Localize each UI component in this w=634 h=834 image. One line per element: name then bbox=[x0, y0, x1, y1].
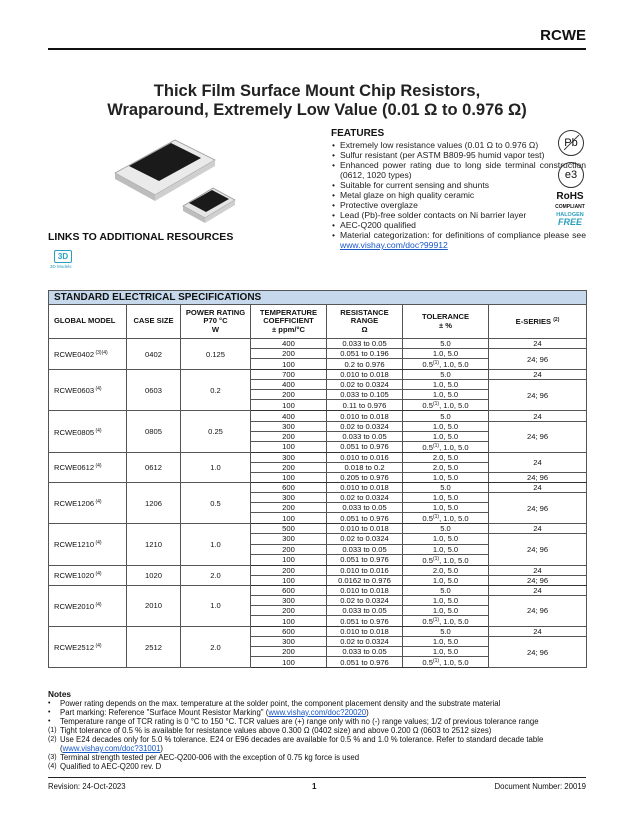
tcr-cell: 200 bbox=[251, 503, 327, 513]
tcr-cell: 500 bbox=[251, 524, 327, 534]
links-heading: LINKS TO ADDITIONAL RESOURCES bbox=[48, 231, 234, 243]
power-cell: 0.2 bbox=[181, 370, 251, 411]
tolerance-cell: 0.5$^{(1)}$, 1.0, 5.0 bbox=[403, 657, 489, 668]
feature-item: • Lead (Pb)-free solder contacts on Ni barrier layer bbox=[331, 210, 586, 220]
header-tolerance bbox=[403, 305, 489, 339]
part-code: RCWE bbox=[540, 27, 586, 44]
eseries-cell: 24 bbox=[489, 339, 587, 349]
eseries-cell: 24; 96 bbox=[489, 493, 587, 524]
model-cell bbox=[49, 483, 127, 524]
tcr-cell: 200 bbox=[251, 349, 327, 359]
model-cell bbox=[49, 339, 127, 370]
model-name: RCWE1206 bbox=[54, 499, 95, 509]
model-note: (4) bbox=[94, 571, 102, 578]
note-text: Part marking: Reference "Surface Mount Resistor Marking" ( bbox=[60, 708, 269, 717]
table-row bbox=[49, 370, 587, 380]
eseries-cell: 24; 96 bbox=[489, 637, 587, 668]
model-note: (4) bbox=[94, 540, 102, 547]
tolerance-cell: 0.5$^{(1)}$, 1.0, 5.0 bbox=[403, 513, 489, 524]
model-cell bbox=[49, 524, 127, 565]
model-note: (4) bbox=[94, 427, 102, 434]
header-rule bbox=[48, 48, 586, 50]
model-note: (4) bbox=[94, 643, 102, 650]
range-cell: 0.02 to 0.0324 bbox=[327, 421, 403, 431]
range-cell: 0.051 to 0.196 bbox=[327, 349, 403, 359]
tolerance-cell: 1.0, 5.0 bbox=[403, 349, 489, 359]
tcr-cell: 300 bbox=[251, 534, 327, 544]
note-text: Use E24 decades only for 5.0 % tolerance. E24 or E96 decades are available for 0.5 % and 1.0 % tolerance. Refer to standard decade table ( bbox=[60, 735, 544, 753]
model-name: RCWE1210 bbox=[54, 540, 95, 550]
feature-item: • Metal glaze on high quality ceramic bbox=[331, 190, 586, 200]
feature-item: • Suitable for current sensing and shunts bbox=[331, 180, 586, 190]
model-cell bbox=[49, 370, 127, 411]
note-item bbox=[48, 717, 588, 726]
table-row bbox=[49, 411, 587, 421]
tcr-cell: 700 bbox=[251, 370, 327, 380]
e3-icon: e3 bbox=[558, 162, 584, 188]
header-model: GLOBAL MODEL bbox=[49, 305, 127, 339]
tcr-cell: 300 bbox=[251, 452, 327, 462]
footer-page-number: 1 bbox=[312, 782, 317, 791]
eseries-cell: 24 bbox=[489, 452, 587, 472]
note-marker: (2) bbox=[48, 736, 57, 743]
range-cell: 0.033 to 0.05 bbox=[327, 503, 403, 513]
range-cell: 0.010 to 0.018 bbox=[327, 524, 403, 534]
note-marker: (4) bbox=[48, 763, 57, 770]
tcr-cell: 100 bbox=[251, 513, 327, 524]
range-cell: 0.010 to 0.018 bbox=[327, 483, 403, 493]
tolerance-cell: 1.0, 5.0 bbox=[403, 595, 489, 605]
tolerance-cell: 5.0 bbox=[403, 411, 489, 421]
range-cell: 0.010 to 0.018 bbox=[327, 585, 403, 595]
note-marker: (3) bbox=[48, 754, 57, 761]
material-text: Material categorization: for definitions of compliance please see bbox=[340, 230, 586, 240]
tcr-cell: 200 bbox=[251, 565, 327, 575]
note-item: (2) Use E24 decades only for 5.0 % tolerance. E24 or E96 decades are available for 0.5 % and 1.0 % tolerance. Refer to standard decade table (www.vishay.com/doc?31001) bbox=[48, 735, 544, 753]
tolerance-cell: 1.0, 5.0 bbox=[403, 472, 489, 482]
tcr-cell: 400 bbox=[251, 339, 327, 349]
model-note: (4) bbox=[94, 463, 102, 470]
note-marker: • bbox=[48, 709, 51, 716]
range-cell: 0.010 to 0.018 bbox=[327, 370, 403, 380]
power-cell: 1.0 bbox=[181, 452, 251, 482]
power-cell: 0.125 bbox=[181, 339, 251, 370]
halogen-free-badge bbox=[550, 212, 590, 227]
table-row bbox=[49, 452, 587, 462]
tolerance-cell: 5.0 bbox=[403, 524, 489, 534]
rohs-badge bbox=[550, 192, 590, 212]
note-text: Tight tolerance of 0.5 % is available for resistance values above 0.300 Ω (0402 size) and above 0.200 Ω (0603 to 2512 sizes) bbox=[60, 726, 492, 735]
tolerance-cell: 1.0, 5.0 bbox=[403, 380, 489, 390]
range-cell: 0.033 to 0.105 bbox=[327, 390, 403, 400]
model-cell bbox=[49, 452, 127, 482]
tcr-cell: 200 bbox=[251, 462, 327, 472]
range-cell: 0.033 to 0.05 bbox=[327, 544, 403, 554]
tolerance-cell: 1.0, 5.0 bbox=[403, 421, 489, 431]
range-cell: 0.02 to 0.0324 bbox=[327, 534, 403, 544]
rohs-label: RoHS bbox=[556, 191, 584, 202]
header-tcr bbox=[251, 305, 327, 339]
case-cell: 1020 bbox=[127, 565, 181, 585]
header-eseries bbox=[489, 305, 587, 339]
header-power-label: POWER RATING bbox=[185, 307, 246, 317]
model-name: RCWE0402 bbox=[54, 350, 95, 360]
table-row bbox=[49, 565, 587, 575]
note-text: Qualified to AEC-Q200 rev. D bbox=[60, 762, 162, 771]
feature-item: • Extremely low resistance values (0.01 Ω to 0.976 Ω) bbox=[331, 140, 586, 150]
feature-item-material bbox=[331, 230, 586, 250]
eseries-cell: 24; 96 bbox=[489, 380, 587, 411]
tolerance-cell: 1.0, 5.0 bbox=[403, 390, 489, 400]
tcr-cell: 300 bbox=[251, 493, 327, 503]
model-name: RCWE0805 bbox=[54, 427, 95, 437]
tolerance-cell: 1.0, 5.0 bbox=[403, 605, 489, 615]
eseries-cell: 24; 96 bbox=[489, 575, 587, 585]
feature-item: • AEC-Q200 qualified bbox=[331, 220, 586, 230]
tolerance-cell: 0.5$^{(1)}$, 1.0, 5.0 bbox=[403, 441, 489, 452]
tolerance-cell: 0.5$^{(1)}$, 1.0, 5.0 bbox=[403, 554, 489, 565]
model-cell bbox=[49, 585, 127, 626]
model-note: (3)(4) bbox=[94, 350, 108, 357]
tcr-cell: 400 bbox=[251, 411, 327, 421]
range-cell: 0.051 to 0.976 bbox=[327, 441, 403, 452]
model-name: RCWE2512 bbox=[54, 643, 95, 653]
tcr-cell: 100 bbox=[251, 359, 327, 370]
material-link[interactable]: www.vishay.com/doc?99912 bbox=[340, 240, 448, 250]
notes-section bbox=[48, 690, 588, 771]
header-tcr-unit: ± ppm/°C bbox=[272, 324, 305, 334]
3d-model-label[interactable]: 3D Models bbox=[50, 264, 72, 269]
note-marker: • bbox=[48, 700, 51, 707]
tolerance-cell: 5.0 bbox=[403, 585, 489, 595]
tolerance-cell: 0.5$^{(1)}$, 1.0, 5.0 bbox=[403, 616, 489, 627]
case-cell: 1206 bbox=[127, 483, 181, 524]
range-cell: 0.02 to 0.0324 bbox=[327, 493, 403, 503]
range-cell: 0.051 to 0.976 bbox=[327, 554, 403, 565]
range-cell: 0.010 to 0.016 bbox=[327, 452, 403, 462]
header-eseries-label: E-SERIES bbox=[515, 317, 552, 327]
tolerance-cell: 5.0 bbox=[403, 339, 489, 349]
pb-label: Pb bbox=[564, 137, 578, 149]
range-cell: 0.033 to 0.05 bbox=[327, 431, 403, 441]
power-cell: 1.0 bbox=[181, 585, 251, 626]
note-item bbox=[48, 699, 588, 708]
range-cell: 0.051 to 0.976 bbox=[327, 616, 403, 627]
tolerance-cell: 0.5$^{(1)}$, 1.0, 5.0 bbox=[403, 359, 489, 370]
power-cell: 1.0 bbox=[181, 524, 251, 565]
range-cell: 0.051 to 0.976 bbox=[327, 657, 403, 668]
tcr-cell: 100 bbox=[251, 441, 327, 452]
tolerance-cell: 1.0, 5.0 bbox=[403, 575, 489, 585]
case-cell: 2010 bbox=[127, 585, 181, 626]
header-tcr-label: TEMPERATURE COEFFICIENT bbox=[259, 307, 318, 326]
range-cell: 0.205 to 0.976 bbox=[327, 472, 403, 482]
model-name: RCWE1020 bbox=[54, 571, 95, 581]
case-cell: 2512 bbox=[127, 627, 181, 668]
range-cell: 0.010 to 0.018 bbox=[327, 411, 403, 421]
tolerance-cell: 1.0, 5.0 bbox=[403, 493, 489, 503]
document-title bbox=[48, 82, 586, 120]
tcr-cell: 100 bbox=[251, 657, 327, 668]
feature-item: • Protective overglaze bbox=[331, 200, 586, 210]
spec-table-wrapper bbox=[48, 290, 586, 668]
range-cell: 0.02 to 0.0324 bbox=[327, 637, 403, 647]
header-power bbox=[181, 305, 251, 339]
tolerance-cell: 2.0, 5.0 bbox=[403, 565, 489, 575]
range-cell: 0.11 to 0.976 bbox=[327, 400, 403, 411]
power-cell: 2.0 bbox=[181, 627, 251, 668]
table-caption: STANDARD ELECTRICAL SPECIFICATIONS bbox=[49, 291, 587, 305]
model-name: RCWE2010 bbox=[54, 601, 95, 611]
table-row bbox=[49, 627, 587, 637]
eseries-cell: 24 bbox=[489, 370, 587, 380]
table-row bbox=[49, 524, 587, 534]
header-power-unit: W bbox=[211, 324, 220, 334]
tcr-cell: 100 bbox=[251, 616, 327, 627]
table-row bbox=[49, 339, 587, 349]
tolerance-cell: 2.0, 5.0 bbox=[403, 452, 489, 462]
header-tol-unit: ± % bbox=[438, 320, 453, 330]
header-tol-label: TOLERANCE bbox=[421, 312, 470, 321]
header-range-unit: Ω bbox=[361, 324, 368, 334]
model-note: (4) bbox=[94, 601, 102, 608]
note-item bbox=[48, 762, 588, 771]
tolerance-cell: 1.0, 5.0 bbox=[403, 503, 489, 513]
header-eseries-note: (2) bbox=[553, 317, 560, 324]
eseries-cell: 24; 96 bbox=[489, 421, 587, 452]
halogen-label: HALOGEN bbox=[556, 212, 584, 218]
tolerance-cell: 5.0 bbox=[403, 483, 489, 493]
note-link[interactable]: www.vishay.com/doc?20020 bbox=[268, 708, 367, 717]
tcr-cell: 100 bbox=[251, 400, 327, 411]
eseries-cell: 24; 96 bbox=[489, 595, 587, 626]
header-power-symbol: P70 °C bbox=[203, 316, 228, 326]
eseries-cell: 24 bbox=[489, 565, 587, 575]
tolerance-cell: 0.5$^{(1)}$, 1.0, 5.0 bbox=[403, 400, 489, 411]
eseries-cell: 24; 96 bbox=[489, 534, 587, 565]
range-cell: 0.2 to 0.976 bbox=[327, 359, 403, 370]
note-item: • Part marking: Reference "Surface Mount Resistor Marking" (www.vishay.com/doc?20020) bbox=[48, 708, 369, 717]
model-cell bbox=[49, 627, 127, 668]
tolerance-cell: 1.0, 5.0 bbox=[403, 637, 489, 647]
note-item bbox=[48, 726, 588, 735]
note-text: Power rating depends on the max. temperature at the solder point, the component placement density and the substrate material bbox=[60, 699, 501, 708]
tcr-cell: 600 bbox=[251, 483, 327, 493]
features-heading: FEATURES bbox=[331, 128, 385, 139]
notes-list bbox=[48, 699, 588, 771]
note-link[interactable]: www.vishay.com/doc?31001 bbox=[62, 744, 161, 753]
tcr-cell: 200 bbox=[251, 544, 327, 554]
tcr-cell: 400 bbox=[251, 380, 327, 390]
tolerance-cell: 1.0, 5.0 bbox=[403, 647, 489, 657]
tolerance-cell: 2.0, 5.0 bbox=[403, 462, 489, 472]
tcr-cell: 200 bbox=[251, 605, 327, 615]
tcr-cell: 600 bbox=[251, 627, 327, 637]
tcr-cell: 200 bbox=[251, 431, 327, 441]
note-marker: • bbox=[48, 718, 51, 725]
tcr-cell: 100 bbox=[251, 575, 327, 585]
tolerance-cell: 5.0 bbox=[403, 627, 489, 637]
feature-item: • Enhanced power rating due to long side terminal construction (0612, 1020 types) bbox=[331, 160, 586, 180]
feature-item: • Sulfur resistant (per ASTM B809-95 humid vapor test) bbox=[331, 150, 586, 160]
power-cell: 0.25 bbox=[181, 411, 251, 452]
eseries-cell: 24 bbox=[489, 627, 587, 637]
tcr-cell: 200 bbox=[251, 390, 327, 400]
tolerance-cell: 5.0 bbox=[403, 370, 489, 380]
header-range-label: RESISTANCE RANGE bbox=[340, 307, 389, 326]
range-cell: 0.010 to 0.018 bbox=[327, 627, 403, 637]
footer-rule bbox=[48, 777, 586, 778]
range-cell: 0.02 to 0.0324 bbox=[327, 380, 403, 390]
note-text: Terminal strength tested per AEC-Q200-006 with the exception of 0.75 kg force is used bbox=[60, 753, 360, 762]
header-range bbox=[327, 305, 403, 339]
case-cell: 0603 bbox=[127, 370, 181, 411]
spec-table bbox=[48, 290, 587, 668]
model-note: (4) bbox=[94, 499, 102, 506]
note-item bbox=[48, 753, 588, 762]
eseries-cell: 24; 96 bbox=[489, 472, 587, 482]
eseries-cell: 24 bbox=[489, 585, 587, 595]
model-cell bbox=[49, 411, 127, 452]
range-cell: 0.033 to 0.05 bbox=[327, 647, 403, 657]
range-cell: 0.018 to 0.2 bbox=[327, 462, 403, 472]
tcr-cell: 600 bbox=[251, 585, 327, 595]
eseries-cell: 24 bbox=[489, 524, 587, 534]
range-cell: 0.033 to 0.05 bbox=[327, 605, 403, 615]
header-case: CASE SIZE bbox=[127, 305, 181, 339]
range-cell: 0.033 to 0.05 bbox=[327, 339, 403, 349]
model-name: RCWE0603 bbox=[54, 386, 95, 396]
case-cell: 1210 bbox=[127, 524, 181, 565]
tcr-cell: 200 bbox=[251, 647, 327, 657]
table-row bbox=[49, 585, 587, 595]
3d-model-icon[interactable]: 3D bbox=[54, 250, 72, 263]
eseries-cell: 24; 96 bbox=[489, 349, 587, 370]
eseries-cell: 24 bbox=[489, 483, 587, 493]
features-list bbox=[331, 140, 586, 250]
tolerance-cell: 1.0, 5.0 bbox=[403, 534, 489, 544]
halogen-free-label: FREE bbox=[557, 217, 582, 227]
notes-heading: Notes bbox=[48, 689, 72, 699]
tcr-cell: 300 bbox=[251, 421, 327, 431]
range-cell: 0.02 to 0.0324 bbox=[327, 595, 403, 605]
tolerance-cell: 1.0, 5.0 bbox=[403, 431, 489, 441]
table-row bbox=[49, 483, 587, 493]
spec-table-body bbox=[49, 339, 587, 668]
range-cell: 0.010 to 0.016 bbox=[327, 565, 403, 575]
case-cell: 0805 bbox=[127, 411, 181, 452]
case-cell: 0402 bbox=[127, 339, 181, 370]
note-text: Temperature range of TCR rating is 0 °C to 150 °C. TCR values are (+) range only with no (-) range values; 1/2 of previous tolerance range bbox=[60, 717, 539, 726]
lead-free-icon bbox=[558, 130, 584, 156]
model-note: (4) bbox=[94, 386, 102, 393]
footer-revision: Revision: 24-Oct-2023 bbox=[48, 782, 126, 791]
rohs-compliant-label: COMPLIANT bbox=[555, 204, 585, 210]
tcr-cell: 100 bbox=[251, 472, 327, 482]
title-line-2: Wraparound, Extremely Low Value (0.01 Ω to 0.976 Ω) bbox=[107, 101, 527, 119]
eseries-cell: 24 bbox=[489, 411, 587, 421]
power-cell: 2.0 bbox=[181, 565, 251, 585]
tcr-cell: 300 bbox=[251, 637, 327, 647]
title-line-1: Thick Film Surface Mount Chip Resistors, bbox=[153, 82, 481, 100]
power-cell: 0.5 bbox=[181, 483, 251, 524]
model-name: RCWE0612 bbox=[54, 463, 95, 473]
tcr-cell: 300 bbox=[251, 595, 327, 605]
case-cell: 0612 bbox=[127, 452, 181, 482]
tolerance-cell: 1.0, 5.0 bbox=[403, 544, 489, 554]
model-cell bbox=[49, 565, 127, 585]
chip-resistor-image bbox=[95, 128, 255, 228]
note-marker: (1) bbox=[48, 727, 57, 734]
range-cell: 0.0162 to 0.976 bbox=[327, 575, 403, 585]
range-cell: 0.051 to 0.976 bbox=[327, 513, 403, 524]
footer-document-number: Document Number: 20019 bbox=[494, 782, 586, 791]
tcr-cell: 100 bbox=[251, 554, 327, 565]
